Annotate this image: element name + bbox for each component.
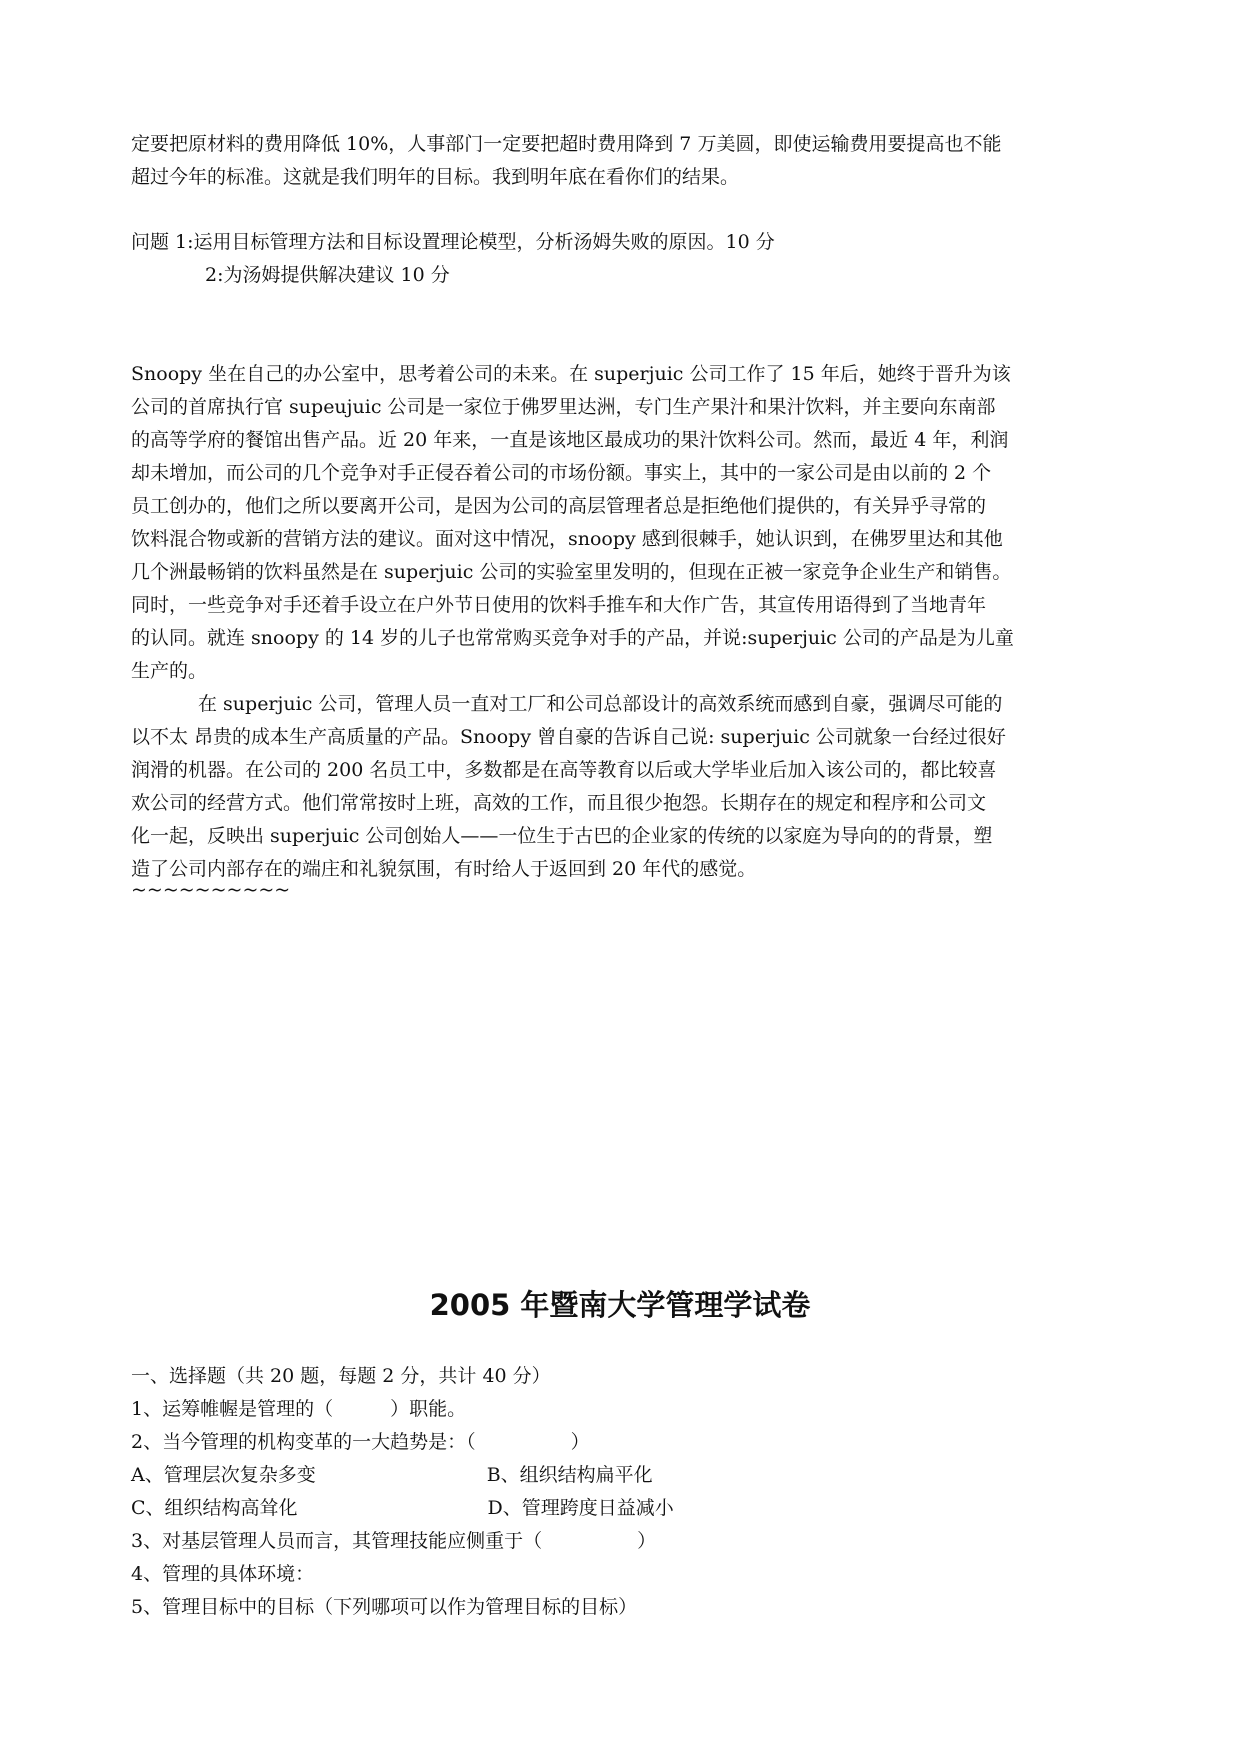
case2-line-15: 化一起，反映出 superjuic 公司创始人——一位生于古巴的企业家的传统的以家庭为导向的的背景，塑 — [131, 825, 993, 847]
case2-line-10: 生产的。 — [131, 660, 208, 682]
case2-line-13: 润滑的机器。在公司的 200 名员工中，多数都是在高等教育以后或大学毕业后加入该公司的，都比较喜 — [131, 759, 997, 781]
case2-line-8: 同时，一些竞争对手还着手设立在户外节日使用的饮料手推车和大作广告，其宣传用语得到了当地青年 — [131, 594, 987, 616]
exam-question-4: 4、管理的具体环境： — [131, 1563, 315, 1585]
case2-line-3: 的高等学府的餐馆出售产品。近 20 年来，一直是该地区最成功的果汁饮料公司。然而，最近 4 年，利润 — [131, 429, 1009, 451]
question-1: 问题 1:运用目标管理方法和目标设置理论模型，分析汤姆失败的原因。10 分 — [131, 231, 775, 253]
case2-line-4: 却未增加，而公司的几个竞争对手正侵吞着公司的市场份额。事实上，其中的一家公司是由以前的 2 个 — [131, 462, 992, 484]
exam-question-5: 5、管理目标中的目标（下列哪项可以作为管理目标的目标） — [131, 1596, 638, 1618]
exam-section-heading: 一、选择题（共 20 题，每题 2 分，共计 40 分） — [131, 1365, 551, 1387]
exam-question-1: 1、运筹帷幄是管理的（ ）职能。 — [131, 1398, 467, 1420]
case2-line-1: Snoopy 坐在自己的办公室中，思考着公司的未来。在 superjuic 公司工作了 15 年后，她终于晋升为该 — [131, 363, 1011, 385]
case2-line-12: 以不太 昂贵的成本生产高质量的产品。Snoopy 曾自豪的告诉自己说: superjuic 公司就象一台经过很好 — [131, 726, 1006, 748]
exam-question-2: 2、当今管理的机构变革的一大趋势是：（ ） — [131, 1431, 590, 1453]
exam-title: 2005 年暨南大学管理学试卷 — [429, 1288, 811, 1322]
case2-tilde-line: ~~~~~~~~~~ — [131, 879, 291, 901]
case1-line-1: 定要把原材料的费用降低 10%，人事部门一定要把超时费用降到 7 万美圆，即使运输费用要提高也不能 — [131, 133, 1002, 155]
case2-line-11: 在 superjuic 公司，管理人员一直对工厂和公司总部设计的高效系统而感到自豪，强调尽可能的 — [198, 693, 1003, 715]
case2-line-16: 造了公司内部存在的端庄和礼貌氛围，有时给人于返回到 20 年代的感觉。 — [131, 858, 757, 880]
exam-option-cd: C、组织结构高耸化 D、管理跨度日益减小 — [131, 1497, 674, 1519]
exam-question-3: 3、对基层管理人员而言，其管理技能应侧重于（ ） — [131, 1530, 657, 1552]
case2-line-5: 员工创办的，他们之所以要离开公司，是因为公司的高层管理者总是拒绝他们提供的，有关异乎寻常的 — [131, 495, 987, 517]
case2-line-14: 欢公司的经营方式。他们常常按时上班，高效的工作，而且很少抱怨。长期存在的规定和程序和公司文 — [131, 792, 987, 814]
case2-line-2: 公司的首席执行官 supeujuic 公司是一家位于佛罗里达洲，专门生产果汁和果汁饮料，并主要向东南部 — [131, 396, 996, 418]
case2-line-9: 的认同。就连 snoopy 的 14 岁的儿子也常常购买竞争对手的产品，并说:superjuic 公司的产品是为儿童 — [131, 627, 1014, 649]
case2-line-6: 饮料混合物或新的营销方法的建议。面对这中情况，snoopy 感到很棘手，她认识到，在佛罗里达和其他 — [131, 528, 1003, 550]
case1-line-2: 超过今年的标准。这就是我们明年的目标。我到明年底在看你们的结果。 — [131, 166, 740, 188]
question-2: 2:为汤姆提供解决建议 10 分 — [205, 264, 450, 286]
exam-option-ab: A、管理层次复杂多变 B、组织结构扁平化 — [131, 1464, 653, 1486]
case2-line-7: 几个洲最畅销的饮料虽然是在 superjuic 公司的实验室里发明的，但现在正被一家竞争企业生产和销售。 — [131, 561, 1012, 583]
